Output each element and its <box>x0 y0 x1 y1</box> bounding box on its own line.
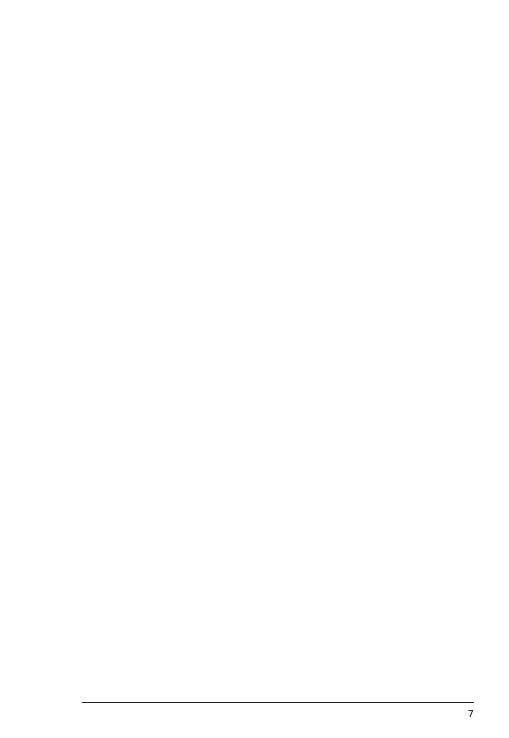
page-footer <box>82 702 474 720</box>
interview-answer-2 <box>82 322 474 338</box>
article-body <box>82 258 474 690</box>
interview-question-2 <box>82 306 474 322</box>
interview-kicker <box>40 148 469 170</box>
interview-answer-1 <box>82 274 474 290</box>
article-title-line-2 <box>38 212 471 246</box>
interview-answer-1-continued <box>82 290 474 306</box>
page-number: 7 <box>467 709 474 720</box>
interview-question-1 <box>82 258 474 274</box>
footer-divider <box>82 702 474 703</box>
article-title-line-1 <box>38 178 471 212</box>
article-title <box>38 178 471 246</box>
